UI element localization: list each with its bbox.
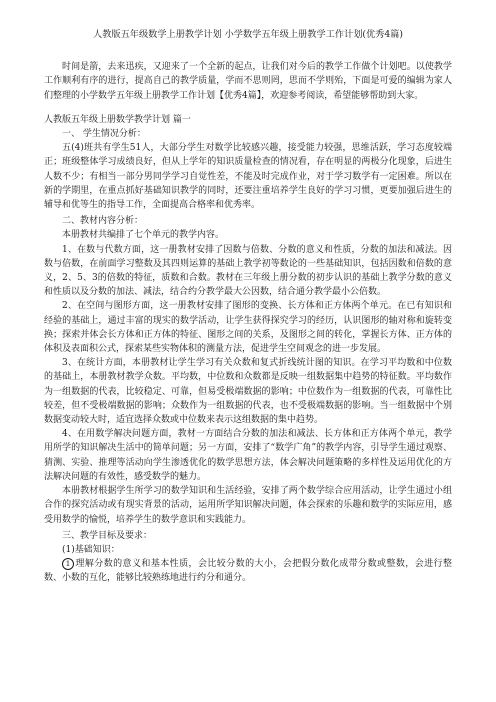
section-title: 人教版五年级上册数学教学计划 篇一 <box>44 114 191 125</box>
list-item-text: 理解分数的意义和基本性质，会比较分数的大小，会把假分数化成带分数或整数，会进行整数、小数的互化，能够比较熟练地进行约分和通分。 <box>44 559 452 584</box>
paragraph-statistics: 3、在统计方面，本册教材让学生学习有关众数和复式折线统计图的知识。在学习平均数和中位数的基础上，本册教材教学众数。平均数，中位数和众数都是反映一组数据集中趋势的特征数。平均数作为一组数据的代表，比较稳定、可靠，但易受极端数据的影响；中位数作为一组数据的代表，可靠性比较差，但不受极端数据的影响；众数作为一组数据的代表，也不受极端数据的影响。当一组数据中个别数据变动较大时，适宜选择众数或中位数来表示这组数据的集中趋势。 <box>44 358 452 426</box>
paragraph-space-figures: 2、在空间与图形方面，这一册教材安排了图形的变换、长方体和正方体两个单元。在已有知识和经验的基础上，通过丰富的现实的数学活动，让学生获得探究学习的经历，认识图形的轴对称和旋转变换；探索并体会长方体和正方体的特征、图形之间的关系，及图形之间的转化，掌握长方体、正方体的体积及表面积公式，探索某些实物体积的测量方法，促进学生空间观念的进一步发展。 <box>44 301 452 355</box>
paragraph-number-algebra: 1、在数与代数方面，这一册教材安排了因数与倍数、分数的意义和性质，分数的加法和减法。因数与倍数，在前面学习整数及其四则运算的基础上教学初等数论的一些基础知识，包括因数和倍数的意义，2、5、3的倍数的特征，质数和合数。教材在三年级上册分数的初步认识的基础上教学分数的意义和性质以及分数的加法、减法，结合约分教学最大公因数，结合通分教学最小公倍数。 <box>44 244 452 298</box>
heading-textbook-analysis: 二、教材内容分析： <box>62 216 144 227</box>
subheading-basic-knowledge: (1)基础知识： <box>62 544 120 555</box>
paragraph-units-overview: 本册教材共编排了七个单元的教学内容。 <box>62 230 225 241</box>
paragraph-problem-solving: 4、在用数学解决问题方面，教材一方面结合分数的加法和减法、长方体和正方体两个单元，教学用所学的知识解决生活中的简单问题；另一方面，安排了“数学广角”的教学内容，引导学生通过观察、猜测、实验、推理等活动向学生渗透优化的数学思想方法，体会解决问题策略的多样性及运用优化的方法解决问题的有效性，感受数学的魅力。 <box>44 429 452 482</box>
heading-teaching-goals: 三、教学目标及要求： <box>62 530 153 541</box>
circled-number: 1 <box>62 558 74 570</box>
intro-paragraph: 时间是箭，去来迅疾，又迎来了一个全新的起点，让我们对今后的教学工作做个计划吧。以使教学工作顺利有序的进行，提高自己的教学质量，学而不思则罔，思而不学则殆，下面是可爱的编辑为家人们整理的小学数学五年级上册教学工作计划【优秀4篇】，欢迎参考阅读，希望能够帮助到大家。 <box>44 62 452 101</box>
paragraph-applied-activities: 本册教材根据学生所学习的数学知识和生活经验，安排了两个数学综合应用活动，让学生通过小组合作的探究活动或有现实背景的活动，运用所学知识解决问题，体会探索的乐趣和数学的实际应用，感受用数学的愉悦，培养学生的数学意识和实践能力。 <box>44 486 452 525</box>
list-item-basic-knowledge <box>44 557 452 585</box>
document-title: 人教版五年级数学上册教学计划 小学数学五年级上册教学工作计划(优秀4篇) <box>93 29 403 40</box>
paragraph-student-analysis: 五(4)班共有学生51人，大部分学生对数学比较感兴趣，接受能力较强，思维活跃，学习态度较端正；班级整体学习成绩良好，但从上学年的知识质量检查的情况看，存在明显的两极分化现象，后进生人数不少；有相当一部分男同学学习自觉性差，不能及时完成作业，对于学习数学有一定困难。所以在新的学期里，在重点抓好基础知识教学的同时，还要注重培养学生良好的学习习惯，更要加强后进生的辅导和优等生的指导工作，全面提高合格率和优秀率。 <box>44 143 452 211</box>
heading-student-analysis: 一、 学生情况分析： <box>62 129 146 140</box>
